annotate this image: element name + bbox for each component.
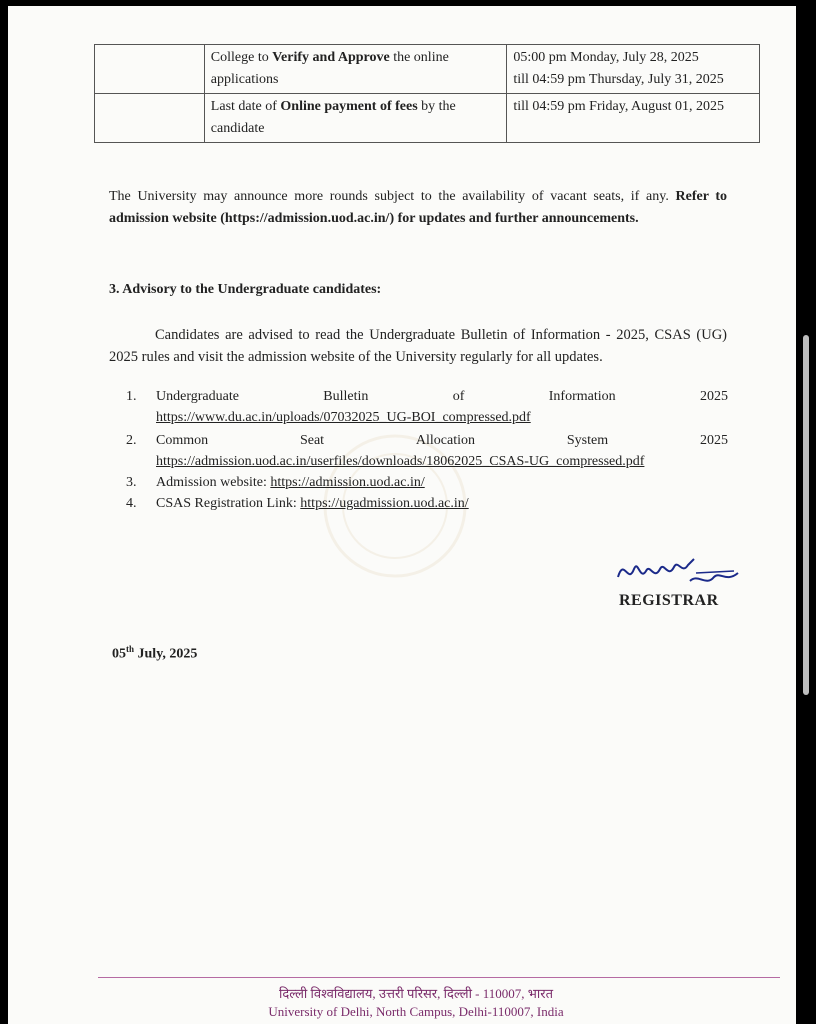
signatory-title: REGISTRAR bbox=[619, 592, 719, 609]
scrollbar-thumb[interactable] bbox=[803, 335, 809, 695]
reference-list bbox=[126, 386, 728, 514]
footer-divider bbox=[98, 977, 780, 978]
schedule-table bbox=[94, 44, 760, 143]
list-item-title: Undergraduate Bulletin of Information 2025 bbox=[156, 389, 728, 404]
csas-rules-link[interactable]: https://admission.uod.ac.in/userfiles/downloads/18062025_CSAS-UG_compressed.pdf bbox=[156, 454, 645, 469]
rounds-paragraph bbox=[109, 186, 727, 230]
advisory-paragraph: Candidates are advised to read the Undergraduate Bulletin of Information - 2025, CSAS (UG) 2025 rules and visit the admission website of the University regularly for all updates. bbox=[109, 327, 727, 365]
table-row bbox=[95, 94, 760, 143]
list-item: 4. CSAS Registration Link: https://ugadmission.uod.ac.in/ bbox=[126, 496, 469, 511]
date-cell: 05:00 pm Monday, July 28, 2025 till 04:59 pm Thursday, July 31, 2025 bbox=[507, 45, 760, 94]
list-item-title: Common Seat Allocation System 2025 bbox=[156, 433, 728, 448]
handwritten-signature bbox=[614, 551, 744, 593]
csas-registration-link[interactable]: https://ugadmission.uod.ac.in/ bbox=[300, 496, 469, 511]
event-cell: College to Verify and Approve the online applications bbox=[204, 45, 507, 94]
list-item: 2. Common Seat Allocation System 2025 https://admission.uod.ac.in/userfiles/downloads/18062025_CSAS-UG_compressed.pdf bbox=[126, 430, 728, 472]
rounds-note: The University may announce more rounds subject to the availability of vacant seats, if any. bbox=[109, 189, 669, 204]
refer-note: Refer to admission website (https://admission.uod.ac.in/) for updates and further announcements. bbox=[109, 189, 728, 226]
table-row bbox=[95, 45, 760, 94]
issue-date: 05th July, 2025 bbox=[112, 644, 198, 662]
list-item: 1. Undergraduate Bulletin of Information 2025 https://www.du.ac.in/uploads/07032025_UG-BOI_compressed.pdf bbox=[126, 386, 728, 428]
footer-address-hindi: दिल्ली विश्वविद्यालय, उत्तरी परिसर, दिल्ली - 110007, भारत bbox=[278, 986, 554, 1001]
footer-address-english: University of Delhi, North Campus, Delhi-110007, India bbox=[268, 1004, 564, 1019]
event-cell: Last date of Online payment of fees by the candidate bbox=[204, 94, 507, 143]
admission-website-link[interactable]: https://admission.uod.ac.in/ bbox=[270, 475, 425, 490]
section-heading: 3. Advisory to the Undergraduate candidates: bbox=[109, 282, 382, 297]
document-page bbox=[8, 6, 796, 1024]
bulletin-link[interactable]: https://www.du.ac.in/uploads/07032025_UG-BOI_compressed.pdf bbox=[156, 410, 531, 425]
list-item: 3. Admission website: https://admission.uod.ac.in/ bbox=[126, 475, 425, 490]
date-cell: till 04:59 pm Friday, August 01, 2025 bbox=[507, 94, 760, 143]
